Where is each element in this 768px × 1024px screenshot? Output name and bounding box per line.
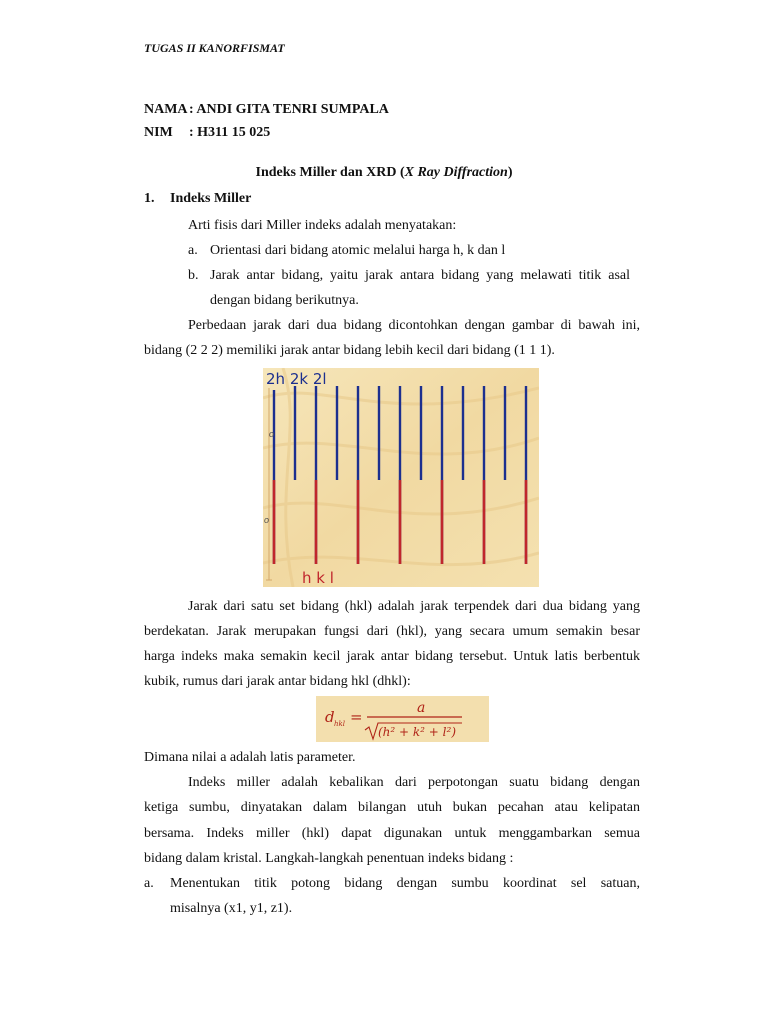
section-number: 1. [144,191,155,206]
step-a-line2: misalnya (x1, y1, z1). [170,901,293,916]
item-b-line1: Jarak antar bidang, yaitu jarak antara bidang yang melawati titik asal [210,268,630,283]
title-italic: X Ray Diffraction [404,165,508,180]
p2-line4: kubik, rumus dari jarak antar bidang hkl (dhkl): [144,674,411,689]
p2-line2: berdekatan. Jarak merupakan fungsi dari (hkl), yang secara umum semakin besar [144,624,640,639]
name-value: : ANDI GITA TENRI SUMPALA [189,102,389,117]
label-2h2k2l: 2h 2k 2l [266,370,327,388]
planes-svg [263,368,539,587]
p4-line1: Indeks miller adalah kebalikan dari perpotongan suatu bidang dengan [188,775,640,790]
item-b-marker: b. [188,268,199,283]
document-header: TUGAS II KANORFISMAT [144,41,285,55]
formula-d: d [325,708,335,726]
student-nim-row [144,125,270,141]
formula-denominator: (h² + k² + l²) [378,725,456,739]
step-a-line1: Menentukan titik potong bidang dengan sumbu koordinat sel satuan, [170,876,640,891]
page-title [0,165,768,181]
section-heading: Indeks Miller [170,191,252,206]
name-label: NAMA [144,102,188,117]
origin-mark-top: o [269,429,275,439]
origin-mark-bottom: o [264,515,270,525]
title-close: ) [507,165,513,180]
p4-line4: bidang dalam kristal. Langkah-langkah penentuan indeks bidang : [144,851,514,866]
item-b-line2: dengan bidang berikutnya. [210,293,359,308]
formula-svg [316,696,489,742]
step-a-marker: a. [144,876,154,891]
p4-line2: ketiga sumbu, dinyatakan dalam bilangan utuh bukan pecahan atau kelipatan [144,800,640,815]
intro-text: Arti fisis dari Miller indeks adalah menyatakan: [188,218,457,233]
p3-text: Dimana nilai a adalah latis parameter. [144,750,356,765]
dhkl-formula [316,696,489,742]
formula-equals: = [350,708,363,726]
student-name-row [144,102,389,118]
p1-line2: bidang (2 2 2) memiliki jarak antar bidang lebih kecil dari bidang (1 1 1). [144,343,555,358]
nim-value: : H311 15 025 [189,125,271,140]
item-a-marker: a. [188,243,198,258]
p4-line3: bersama. Indeks miller (hkl) dapat digunakan untuk menggambarkan semua [144,826,640,841]
formula-numerator: a [417,700,426,716]
title-main: Indeks Miller dan XRD ( [255,165,405,180]
label-hkl: h k l [302,569,334,587]
formula-subscript: hkl [334,720,345,728]
miller-planes-figure [263,368,539,587]
p2-line1: Jarak dari satu set bidang (hkl) adalah jarak terpendek dari dua bidang yang [188,599,640,614]
nim-label: NIM [144,125,173,140]
p2-line3: harga indeks maka semakin kecil jarak antar bidang tersebut. Untuk latis berbentuk [144,649,640,664]
item-a-text: Orientasi dari bidang atomic melalui harga h, k dan l [210,243,506,258]
p1-line1: Perbedaan jarak dari dua bidang dicontohkan dengan gambar di bawah ini, [188,318,640,333]
